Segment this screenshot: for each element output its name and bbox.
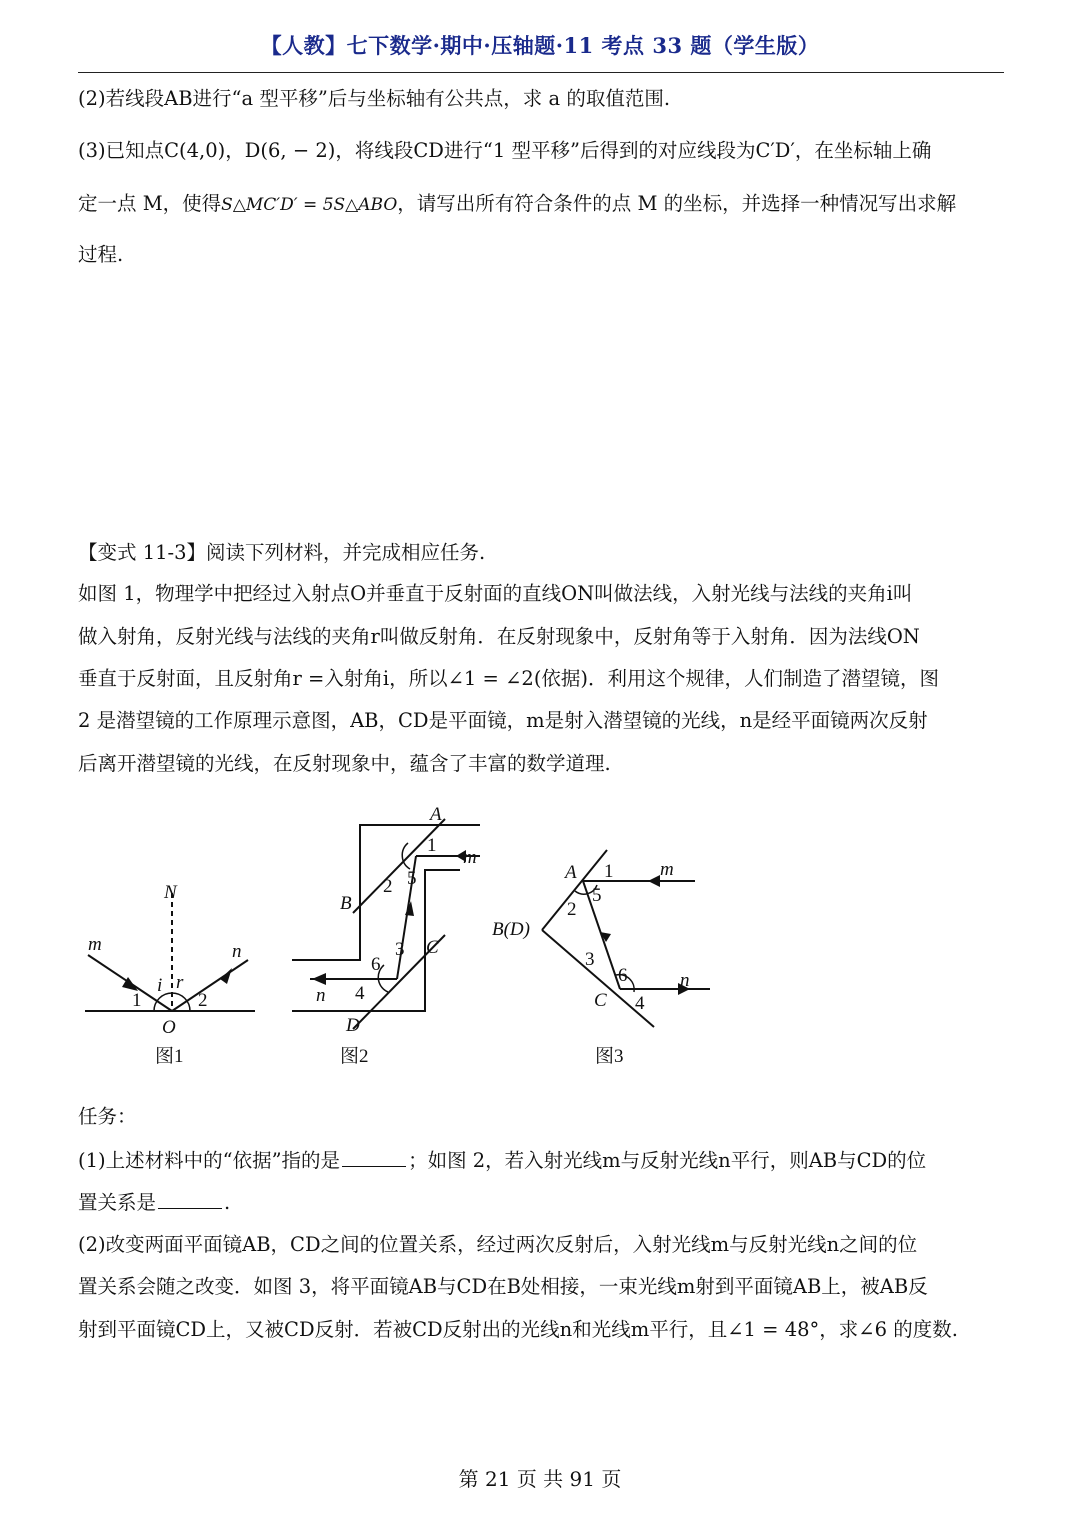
header-divider <box>78 72 1004 73</box>
reflection-figures <box>70 795 770 1085</box>
material-line-2: 做入射角，反射光线与法线的夹角r叫做反射角．在反射现象中，反射角等于入射角．因为法线ON <box>78 625 920 648</box>
fig2-angle-5: 5 <box>407 868 417 889</box>
fig1-angle-1: 1 <box>132 990 142 1011</box>
page-footer: 第 21 页 共 91 页 <box>458 1467 622 1491</box>
fig2-label-m: m <box>463 847 477 868</box>
fig1-label-i: i <box>157 975 163 996</box>
fig2-angle-6: 6 <box>371 954 381 975</box>
fig3-label-A: A <box>565 862 577 883</box>
question-3-line-3: 过程. <box>78 243 124 266</box>
fig3-angle-4: 4 <box>635 993 645 1014</box>
answer-blank-2[interactable] <box>158 1190 222 1209</box>
fig3-angle-3: 3 <box>585 949 595 970</box>
fig1-label-O: O <box>162 1017 176 1038</box>
fig3-angle-1: 1 <box>604 861 614 882</box>
question-3-suffix: ，请写出所有符合条件的点 M 的坐标，并选择一种情况写出求解 <box>397 192 957 215</box>
fig2-label-B: B <box>340 893 352 914</box>
material-line-5: 后离开潜望镜的光线，在反射现象中，蕴含了丰富的数学道理. <box>78 752 611 775</box>
question-3-prefix: 定一点 M，使得 <box>78 192 222 215</box>
fig2-angle-4: 4 <box>355 983 365 1004</box>
task-1-text-c: 置关系是 <box>78 1191 157 1214</box>
material-line-4: 2 是潜望镜的工作原理示意图，AB，CD是平面镜，m是射入潜望镜的光线，n是经平面镜两次反射 <box>78 709 928 732</box>
task-1-line-2 <box>78 1190 1008 1215</box>
question-2: (2)若线段AB进行“a 型平移”后与坐标轴有公共点，求 a 的取值范围. <box>78 87 671 110</box>
fig3-angle-6: 6 <box>618 965 628 986</box>
fig1-label-n: n <box>232 941 242 962</box>
fig2-label-C: C <box>426 937 439 958</box>
fig3-angle-2: 2 <box>567 899 577 920</box>
fig1-angle-2: 2 <box>198 990 208 1011</box>
figure-1-labels <box>88 882 242 1038</box>
fig2-angle-1: 1 <box>427 835 437 856</box>
answer-blank-1[interactable] <box>342 1148 406 1167</box>
task-1-text-a: (1)上述材料中的“依据”指的是 <box>78 1149 341 1172</box>
tasks-heading: 任务： <box>78 1105 137 1128</box>
fig3-label-n: n <box>680 970 690 991</box>
task-2-line-2: 置关系会随之改变．如图 3，将平面镜AB与CD在B处相接，一束光线m射到平面镜AB上，被AB反 <box>78 1275 928 1298</box>
area-equation: S△MC′D′ = 5S△ABO <box>221 195 398 215</box>
fig1-label-r: r <box>176 972 184 993</box>
fig1-caption: 图1 <box>155 1046 184 1067</box>
fig2-angle-3: 3 <box>395 939 405 960</box>
fig1-label-m: m <box>88 934 102 955</box>
figure-1 <box>85 893 255 1011</box>
fig2-label-n: n <box>316 985 326 1006</box>
fig2-label-D: D <box>346 1015 360 1036</box>
fig2-label-A: A <box>430 804 442 825</box>
question-3-line-1: (3)已知点C(4,0)，D(6, − 2)，将线段CD进行“1 型平移”后得到的对应线段为C′D′，在坐标轴上确 <box>78 139 932 162</box>
task-2-line-3: 射到平面镜CD上，又被CD反射．若被CD反射出的光线n和光线m平行，且∠1 = 48°，求∠6 的度数. <box>78 1318 958 1341</box>
task-1-line-1 <box>78 1148 1008 1173</box>
fig3-label-m: m <box>660 859 674 880</box>
fig3-angle-5: 5 <box>592 885 602 906</box>
fig3-caption: 图3 <box>595 1046 624 1067</box>
fig3-label-C: C <box>594 990 607 1011</box>
variant-title: 【变式 11-3】阅读下列材料，并完成相应任务. <box>78 541 486 564</box>
page-header-title: 【人教】七下数学·期中·压轴题·11 考点 33 题（学生版） <box>260 33 820 58</box>
fig3-label-BD: B(D) <box>492 919 530 940</box>
material-line-1: 如图 1，物理学中把经过入射点O并垂直于反射面的直线ON叫做法线，入射光线与法线的夹角i叫 <box>78 582 913 605</box>
task-2-line-1: (2)改变两面平面镜AB，CD之间的位置关系，经过两次反射后，入射光线m与反射光线n之间的位 <box>78 1233 918 1256</box>
question-3-line-2 <box>78 192 1008 217</box>
fig2-caption: 图2 <box>340 1046 369 1067</box>
task-1-text-d: . <box>224 1191 231 1214</box>
material-line-3: 垂直于反射面，且反射角r =入射角i，所以∠1 = ∠2(依据)．利用这个规律，人们制造了潜望镜，图 <box>78 667 940 690</box>
figure-2-labels <box>316 804 477 1036</box>
fig1-label-N: N <box>164 882 177 903</box>
task-1-text-b: ；如图 2，若入射光线m与反射光线n平行，则AB与CD的位 <box>408 1149 927 1172</box>
fig2-angle-2: 2 <box>383 876 393 897</box>
